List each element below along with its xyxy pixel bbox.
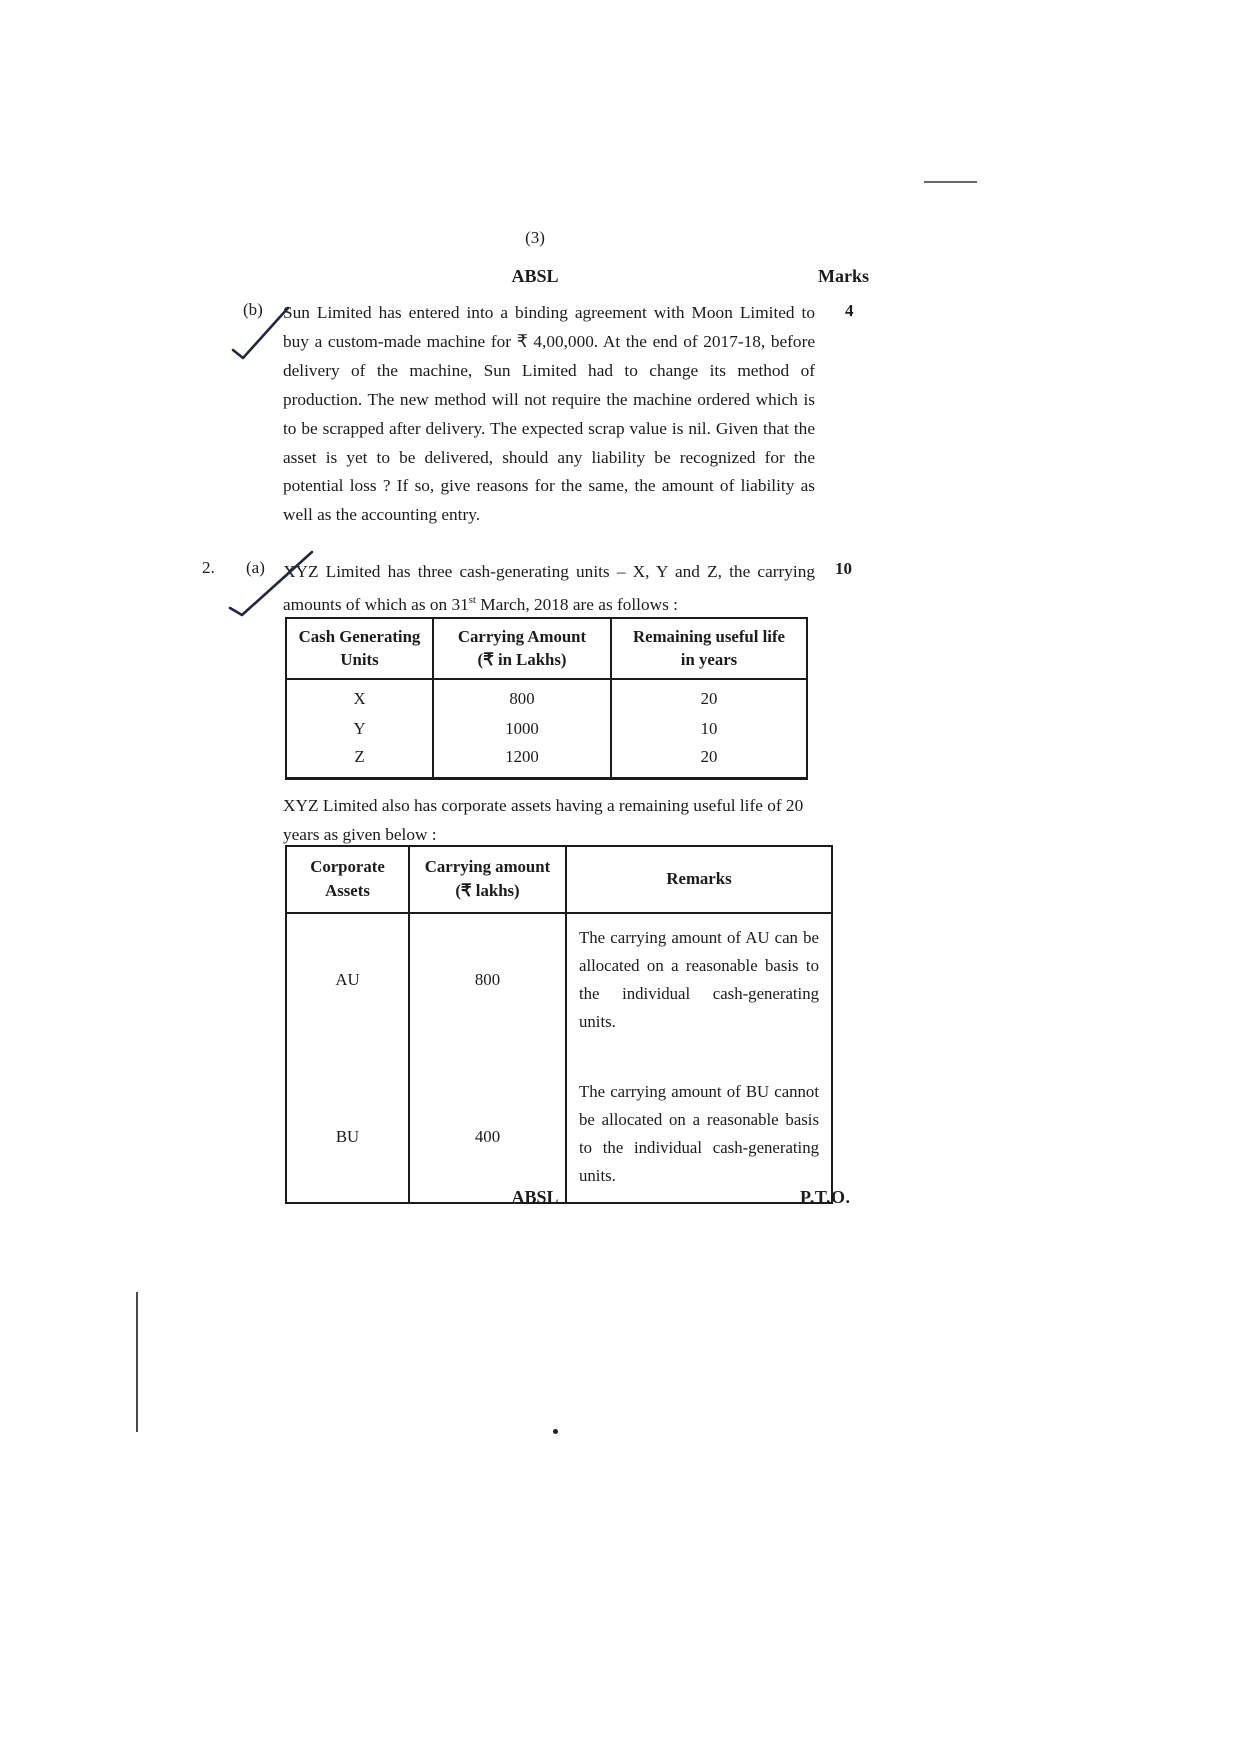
cell-amount: 800 (409, 913, 566, 1072)
cell-amount: 1200 (433, 745, 611, 778)
question-b-text: Sun Limited has entered into a binding agreement with Moon Limited to buy a custom-made machine for ₹ 4,00,000. At the end of 2017-18, before delivery of the machine, Sun Limited had to change its method of production. The new method will not require the machine ordered which is to be scrapped after delivery. The expected scrap value is nil. Given that the asset is yet to be delivered, should any liability be recognized for the potential loss ? If so, give reasons for the same, the amount of liability as well as the accounting entry. (283, 303, 815, 525)
table-row (286, 913, 832, 1072)
scan-artifact-vertical-line (136, 1292, 138, 1432)
intro-text-part2: March, 2018 are as follows : (475, 594, 678, 614)
question-2a-middle-text: XYZ Limited also has corporate assets having a remaining useful life of 20 years as given below : (283, 796, 804, 844)
cell-amount: 1000 (433, 712, 611, 745)
corporate-header-carrying-amount (409, 846, 566, 913)
question-b-marks: 4 (845, 301, 854, 320)
header-text: Cash Generating (298, 627, 421, 646)
cell-life: 20 (611, 745, 807, 778)
header-text: Carrying amount (424, 857, 551, 876)
cell-amount: 800 (433, 679, 611, 712)
scan-artifact-dot (553, 1429, 558, 1434)
pto-label: P.T.O. (800, 1187, 851, 1207)
marks-column-label: Marks (818, 266, 869, 286)
table-row (286, 679, 807, 712)
table-row (286, 1072, 832, 1203)
cell-amount: 400 (409, 1072, 566, 1203)
handwritten-tick-icon (224, 300, 296, 366)
header-text: Assets (325, 881, 370, 900)
cell-asset: BU (335, 1127, 360, 1146)
cell-asset: AU (335, 970, 360, 989)
question-2-number: 2. (202, 558, 215, 577)
cgu-header-useful-life (611, 618, 807, 679)
header-text: (₹ lakhs) (455, 881, 520, 900)
cell-unit: Y (353, 718, 366, 738)
question-2a-label: (a) (246, 558, 265, 577)
intro-text-part1: XYZ Limited has three cash-generating units – X, Y and Z, the carrying amounts of which as on 31 (283, 562, 815, 614)
header-text: (₹ in Lakhs) (477, 650, 567, 669)
header-title: ABSL (511, 266, 559, 286)
corporate-header-remarks: Remarks (566, 846, 832, 913)
cell-remarks: The carrying amount of AU can be allocated on a reasonable basis to the individual cash-generating units. (566, 913, 832, 1072)
header-text: Carrying Amount (457, 627, 587, 646)
cell-life: 10 (611, 712, 807, 745)
header-text: Units (340, 650, 379, 669)
question-b-label: (b) (243, 300, 263, 319)
cell-unit: X (353, 689, 366, 708)
intro-superscript: st (468, 594, 476, 606)
handwritten-tick-icon (220, 546, 320, 624)
cgu-header-units (286, 618, 433, 679)
header-text: Corporate (310, 857, 385, 876)
corporate-table-header-row (286, 846, 832, 913)
scan-artifact-line (924, 181, 977, 183)
table-row (286, 745, 807, 778)
corporate-header-assets (286, 846, 409, 913)
question-2a-marks: 10 (835, 559, 852, 578)
cgu-header-carrying-amount (433, 618, 611, 679)
corporate-assets-table (285, 845, 833, 1204)
cell-remarks: The carrying amount of BU cannot be allocated on a reasonable basis to the individual cash-generating units. (566, 1072, 832, 1203)
footer-title: ABSL (511, 1187, 559, 1207)
header-text: Remaining useful life (633, 627, 785, 646)
question-2a-intro (283, 557, 815, 619)
table-row (286, 712, 807, 745)
cell-life: 20 (611, 679, 807, 712)
cell-unit: Z (354, 747, 365, 767)
cgu-table (285, 617, 808, 780)
header-text: in years (680, 650, 738, 669)
cgu-table-header-row (286, 618, 807, 679)
page-number: (3) (525, 228, 545, 247)
